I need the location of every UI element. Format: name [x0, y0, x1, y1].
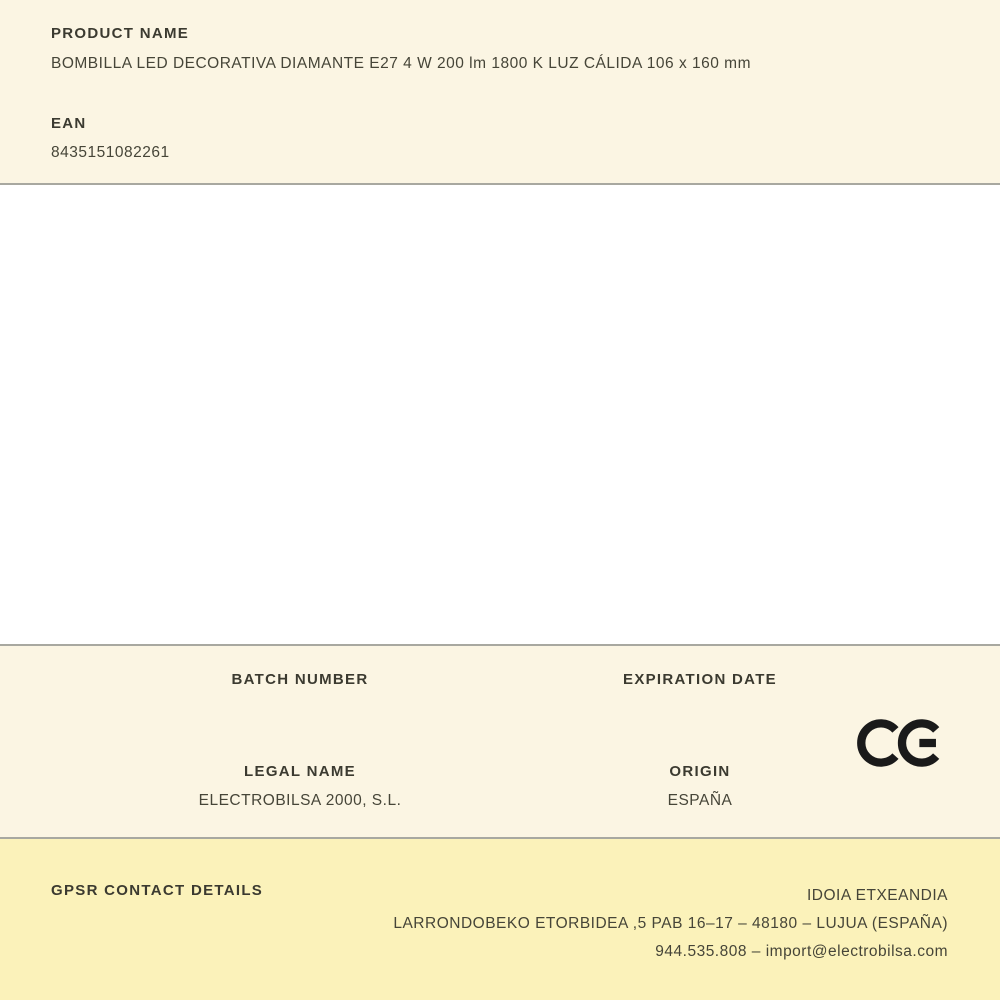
legal-name-value: ELECTROBILSA 2000, S.L.: [198, 792, 402, 809]
expiration-date-label: EXPIRATION DATE: [623, 671, 777, 688]
batch-number-label: BATCH NUMBER: [231, 671, 369, 688]
ean-label: EAN: [51, 115, 87, 132]
blank-section: [0, 185, 1000, 646]
contact-name: IDOIA ETXEANDIA: [806, 887, 948, 904]
gpsr-contact-details-label: GPSR CONTACT DETAILS: [51, 882, 264, 899]
gpsr-contact-section: [0, 839, 1000, 1000]
contact-address: LARRONDOBEKO ETORBIDEA ,5 PAB 16–17 – 48180 – LUJUA (ESPAÑA): [393, 915, 948, 932]
product-name-label: PRODUCT NAME: [51, 25, 190, 42]
product-info-section: [0, 0, 1000, 185]
product-name-value: BOMBILLA LED DECORATIVA DIAMANTE E27 4 W 200 lm 1800 K LUZ CÁLIDA 106 x 160 mm: [51, 55, 752, 72]
batch-info-section: [0, 646, 1000, 839]
contact-phone-email: 944.535.808 – import@electrobilsa.com: [655, 943, 948, 960]
gpsr-contact-block: [393, 882, 948, 966]
origin-value: ESPAÑA: [667, 792, 733, 809]
origin-label: ORIGIN: [669, 763, 731, 780]
legal-name-label: LEGAL NAME: [244, 763, 356, 780]
ean-value: 8435151082261: [51, 144, 170, 161]
ce-mark-icon: [856, 711, 942, 775]
